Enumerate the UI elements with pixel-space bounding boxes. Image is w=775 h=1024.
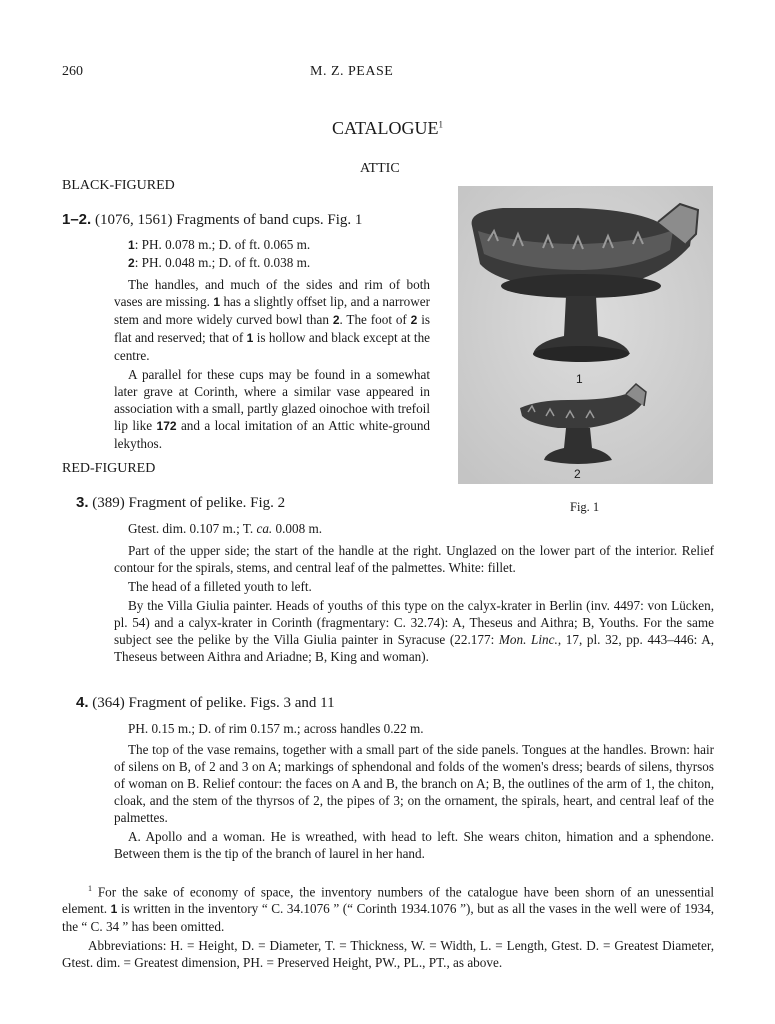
text: The handles, and much of the sides and rim of both vases are missing. [114, 277, 430, 309]
paragraph: A. Apollo and a woman. He is wreathed, with head to left. She wears chiton, himation and a sphendone. Between them is the tip of the branch of laurel in her hand. [114, 829, 714, 861]
ref-number: 1 [213, 295, 220, 309]
ref-number: 2 [332, 313, 340, 327]
ref-number: 2 [410, 313, 418, 327]
paragraph: The top of the vase remains, together with a small part of the side panels. Tongues at the handles. Brown: hair of silens on B, of 2 and 3 on A; markings of sphendonal and folds of the women's dress; beards of silens, thyrsos of woman on B. Relief contour: the faces on A and B, the branch on A; B, the outlines of the arm of 1, the chiton, cloak, and the stem of the thyrsos of 2, the pipes of 3; on the ornament, the spirals, heart, and central leaf of the palmettes. [114, 742, 714, 825]
section-attic: ATTIC [360, 161, 400, 176]
text: is hollow and black except at the centre. [114, 330, 431, 363]
figure-1-photo [458, 186, 713, 484]
entry-4-body [114, 741, 714, 862]
text: A parallel for these cups may be found in a somewhat later grave at Corinth, where a similar vase appeared in association with a small, partly glazed oinochoe with trefoil lip like [114, 367, 430, 433]
ref-number: 1 [110, 902, 118, 917]
subsection-red-figured: RED-FIGURED [62, 461, 156, 476]
entry-3-heading [76, 494, 285, 512]
footnote-abbreviations: Abbreviations: H. = Height, D. = Diameter, T. = Thickness, W. = Width, L. = Length, Gtest. D. = Greatest Diameter, Gtest. dim. = Greatest dimension, PH. = Preserved Height, PW., PL., PT., as above. [62, 938, 714, 971]
text: For the sake of economy of space, the inventory numbers of the catalogue have been shorn of an unessential element. [62, 884, 714, 917]
meta-italic: ca. [256, 521, 273, 536]
entry-1-2-heading [62, 211, 362, 229]
meta-text: : PH. 0.078 m.; D. of ft. 0.065 m. [134, 237, 311, 252]
paragraph [114, 597, 714, 665]
band-cups-illustration [458, 186, 713, 484]
meta-line-1 [128, 236, 310, 254]
entry-heading: (364) Fragment of pelike. Figs. 3 and 11 [92, 695, 335, 711]
subsection-black-figured: BLACK-FIGURED [62, 178, 175, 193]
ref-number: 2 [128, 256, 135, 270]
footnotes [62, 880, 714, 971]
entry-4-meta: PH. 0.15 m.; D. of rim 0.157 m.; across handles 0.22 m. [128, 721, 424, 736]
paragraph [114, 366, 430, 452]
title-text: CATALOGUE [331, 118, 439, 138]
entry-number: 3. [76, 494, 89, 511]
ref-number: 1 [246, 331, 254, 345]
running-head-author: M. Z. PEASE [310, 64, 394, 79]
entry-4-heading [76, 694, 335, 712]
entry-number: 4. [76, 694, 89, 711]
figure-label-2: 2 [574, 467, 581, 481]
meta-line-2 [128, 254, 310, 272]
entry-1-2-body [114, 276, 430, 452]
footnote-1 [62, 880, 714, 935]
title-footnote-mark: 1 [438, 119, 444, 130]
entry-1-2-meta [128, 236, 310, 272]
entry-3-meta [128, 520, 322, 537]
journal-title: Mon. Linc. [498, 632, 558, 647]
text: By the Villa Giulia painter. Heads of youths of this type on the calyx-krater in Berlin (inv. 4497: von Lücken, pl. 54) and a calyx-krater in Corinth (fragmentary: C. 32.74): A, Theseus and Aithra; B, Youths. For the same subject see the pelike by the Villa Giulia painter in Syracuse (22.177: [114, 598, 714, 647]
text: , 17, pl. 32, pp. 443–446: A, Theseus between Aithra and Ariadne; B, King and woman). [114, 632, 715, 664]
figure-label-1: 1 [576, 372, 583, 386]
text: and a local imitation of an Attic white-ground lekythos. [114, 418, 431, 451]
ref-number: 1 [128, 238, 135, 252]
text: is flat and reserved; that of [114, 312, 430, 345]
meta-text: : PH. 0.048 m.; D. of ft. 0.038 m. [134, 255, 311, 270]
meta-text: Gtest. dim. 0.107 m.; T. [128, 521, 254, 536]
ref-number: 172 [156, 419, 177, 433]
figure-caption: Fig. 1 [570, 500, 600, 514]
paragraph: Part of the upper side; the start of the handle at the right. Unglazed on the lower part of the interior. Relief contour for the spirals, stems, and central leaf of the palmettes. White: fillet. [114, 543, 714, 575]
page-number: 260 [62, 64, 83, 79]
meta-text: 0.008 m. [275, 521, 323, 536]
entry-number: 1–2. [62, 211, 92, 228]
catalogue-title [0, 118, 775, 139]
text: . The foot of [339, 312, 407, 327]
entry-heading: (389) Fragment of pelike. Fig. 2 [92, 495, 286, 511]
text: has a slightly offset lip, and a narrower stem and more widely curved bowl than [114, 294, 430, 327]
text: is written in the inventory “ C. 34.1076 ” (“ Corinth 1934.1076 ”), but as all the vases in the well were of 1934, the “ C. 34 ” has been omitted. [62, 901, 714, 935]
entry-3-body [114, 542, 714, 665]
footnote-mark: 1 [88, 884, 92, 893]
entry-heading: (1076, 1561) Fragments of band cups. Fig. 1 [94, 212, 363, 228]
paragraph: The head of a filleted youth to left. [128, 579, 312, 594]
paragraph [114, 276, 430, 364]
